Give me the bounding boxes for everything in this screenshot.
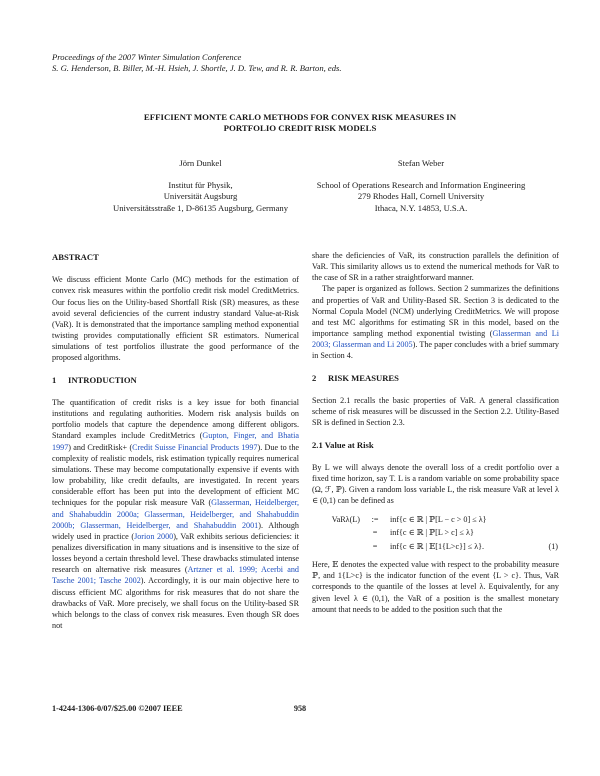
citation-link[interactable]: Jorion 2000 <box>134 531 174 541</box>
citation-link[interactable]: Glasserman, Heidelberger, and Shahabuddin 2000a; Glasserman, Heidelberger, and Shahabuddin 2000b; Glasserman, Heidelberger, and Shahabuddin 2001 <box>52 498 299 530</box>
proceedings-editors: S. G. Henderson, B. Biller, M.-H. Hsieh, J. Shortle, J. D. Tew, and R. R. Barton, eds. <box>52 63 342 73</box>
right-column <box>312 250 559 615</box>
section-1-heading <box>52 375 299 386</box>
section-number: 1 <box>52 374 57 385</box>
author-name: Stefan Weber <box>397 158 445 168</box>
abstract-text: We discuss efficient Monte Carlo (MC) methods for the estimation of convex risk measures within the portfolio credit risk model CreditMetrics. Our focus lies on the Utility-based Shortfall Risk (SR) measures, as these avoid several deficiencies of the current industry standard Value-at-Risk (VaR). It is demonstrated that the importance sampling method exponential twisting provides computationally efficient SR estimators. Numerical simulations of test portfolios illustrate the good performance of the proposed algorithms. <box>52 275 299 363</box>
citation-link[interactable]: Credit Suisse Financial Products 1997 <box>132 442 258 452</box>
equation-lhs: VaRλ(L) <box>331 514 360 524</box>
author-affiliation: Institut für Physik, <box>168 180 233 191</box>
equation-line: inf{c ∈ ℝ | 𝔼[1{L>c}] ≤ λ}. <box>390 541 485 551</box>
equation-number: (1) <box>548 541 558 551</box>
citation-link[interactable]: Artzner et al. 1999; Acerbi and Tasche 2001; Tasche 2002 <box>52 565 299 586</box>
section-2-heading <box>312 373 559 384</box>
paper-outline-paragraph: The paper is organized as follows. Section 2 summarizes the definitions and properties of VaR and Utility-Based SR. Section 3 is dedicated to the Normal Copula Model (NCM) underlying CreditMetrics. We will propose and test MC algorithms for estimating SR in this model, based on the importance sampling method exponential twisting (Glasserman and Li 2003; Glasserman and Li 2005). The paper concludes with a brief summary in Section 4. <box>312 284 559 361</box>
section-title: RISK MEASURES <box>328 372 399 383</box>
equation-operator: := <box>371 514 379 524</box>
page-number: 958 <box>293 704 307 713</box>
author-affiliation: 279 Rhodes Hall, Cornell University <box>357 191 485 202</box>
var-explanation-paragraph: Here, 𝔼 denotes the expected value with respect to the probability measure ℙ, and 1{L>c} is the indicator function of the event {L > c}. Thus, VaR corresponds to the quantile of the losses at level λ. Equivalently, for any given level λ ∈ (0,1), the VaR of a position is the smallest monetary amount that needs to be added to the position such that the <box>312 560 559 614</box>
citation-link[interactable]: Gupton, Finger, and Bhatia 1997 <box>52 431 299 452</box>
proceedings-title: Proceedings of the 2007 Winter Simulation Conference <box>52 52 242 62</box>
section-2-intro: Section 2.1 recalls the basic properties of VaR. A general classification scheme of risk measures will be discussed in the Section 2.2. Utility-Based SR is defined in Section 2.3. <box>312 396 559 428</box>
paper-title <box>60 112 540 134</box>
equation-1 <box>312 513 559 554</box>
author-address: Ithaca, N.Y. 14853, U.S.A. <box>374 202 468 213</box>
title-line-1: EFFICIENT MONTE CARLO METHODS FOR CONVEX RISK MEASURES IN <box>143 112 457 122</box>
author-block-1 <box>88 158 313 214</box>
equation-line: inf{c ∈ ℝ | ℙ[L > c] ≤ λ} <box>390 528 474 538</box>
section-title: INTRODUCTION <box>68 374 137 385</box>
proceedings-header <box>52 52 342 74</box>
author-address: Universitätsstraße 1, D-86135 Augsburg, Germany <box>112 202 289 213</box>
citation-link[interactable]: Glasserman and Li 2003; Glasserman and Li 2005 <box>312 329 559 350</box>
section-number: 2 <box>312 372 317 383</box>
intro-continuation: share the deficiencies of VaR, its construction parallels the definition of VaR. This similarity allows us to extend the numerical methods for VaR to the case of SR in a rather straightforward manner. <box>312 251 559 283</box>
title-line-2: PORTFOLIO CREDIT RISK MODELS <box>223 123 377 133</box>
equation-line: inf{c ∈ ℝ | ℙ[L − c > 0] ≤ λ} <box>390 514 487 524</box>
subsection-2-1-heading: 2.1 Value at Risk <box>312 439 374 450</box>
author-affiliation: Universität Augsburg <box>163 191 238 202</box>
author-affiliation: School of Operations Research and Information Engineering <box>316 180 526 191</box>
intro-paragraph: The quantification of credit risks is a key issue for both financial institutions and regulating authorities. Modern risk analysis builds on portfolio models that capture the dependence among different obligors. Standard examples include CreditMetrics (Gupton, Finger, and Bhatia 1997) and CreditRisk+ (Credit Suisse Financial Products 1997). Due to the complexity of realistic models, risk estimation typically requires numerical simulations. These may become computationally expensive if events with low probability, like credit defaults, are investigated. In recent years considerable effort has been put into the development of efficient MC techniques for the popular risk measure VaR (Glasserman, Heidelberger, and Shahabuddin 2000a; Glasserman, Heidelberger, and Shahabuddin 2000b; Glasserman, Heidelberger, and Shahabuddin 2001). Although widely used in practice (Jorion 2000), VaR exhibits serious deficiencies: it penalizes diversification in many situations and is insensitive to the size of losses beyond a certain threshold level. These drawbacks stimulated intense research on alternative risk measures (Artzner et al. 1999; Acerbi and Tasche 2001; Tasche 2002). Accordingly, it is our main objective here to discuss efficient MC algorithms for risk measures that do not share the drawbacks of VaR. More precisely, we shall focus on the Utility-based SR which belongs to the class of convex risk measures. Even though SR does not <box>52 397 299 631</box>
equation-operator: = <box>372 541 378 551</box>
footer-copyright: 1-4244-1306-0/07/$25.00 ©2007 IEEE <box>52 704 183 713</box>
left-column <box>52 252 299 631</box>
var-definition-paragraph: By L we will always denote the overall loss of a credit portfolio over a fixed time horizon, say T. L is a random variable on some probability space (Ω, ℱ, ℙ). Given a random loss variable L, the risk measure VaR at level λ ∈ (0,1) can be defined as <box>312 462 559 506</box>
abstract-heading: ABSTRACT <box>52 252 99 262</box>
author-name: Jörn Dunkel <box>179 158 222 168</box>
author-block-2 <box>298 158 544 214</box>
equation-operator: = <box>372 528 378 538</box>
